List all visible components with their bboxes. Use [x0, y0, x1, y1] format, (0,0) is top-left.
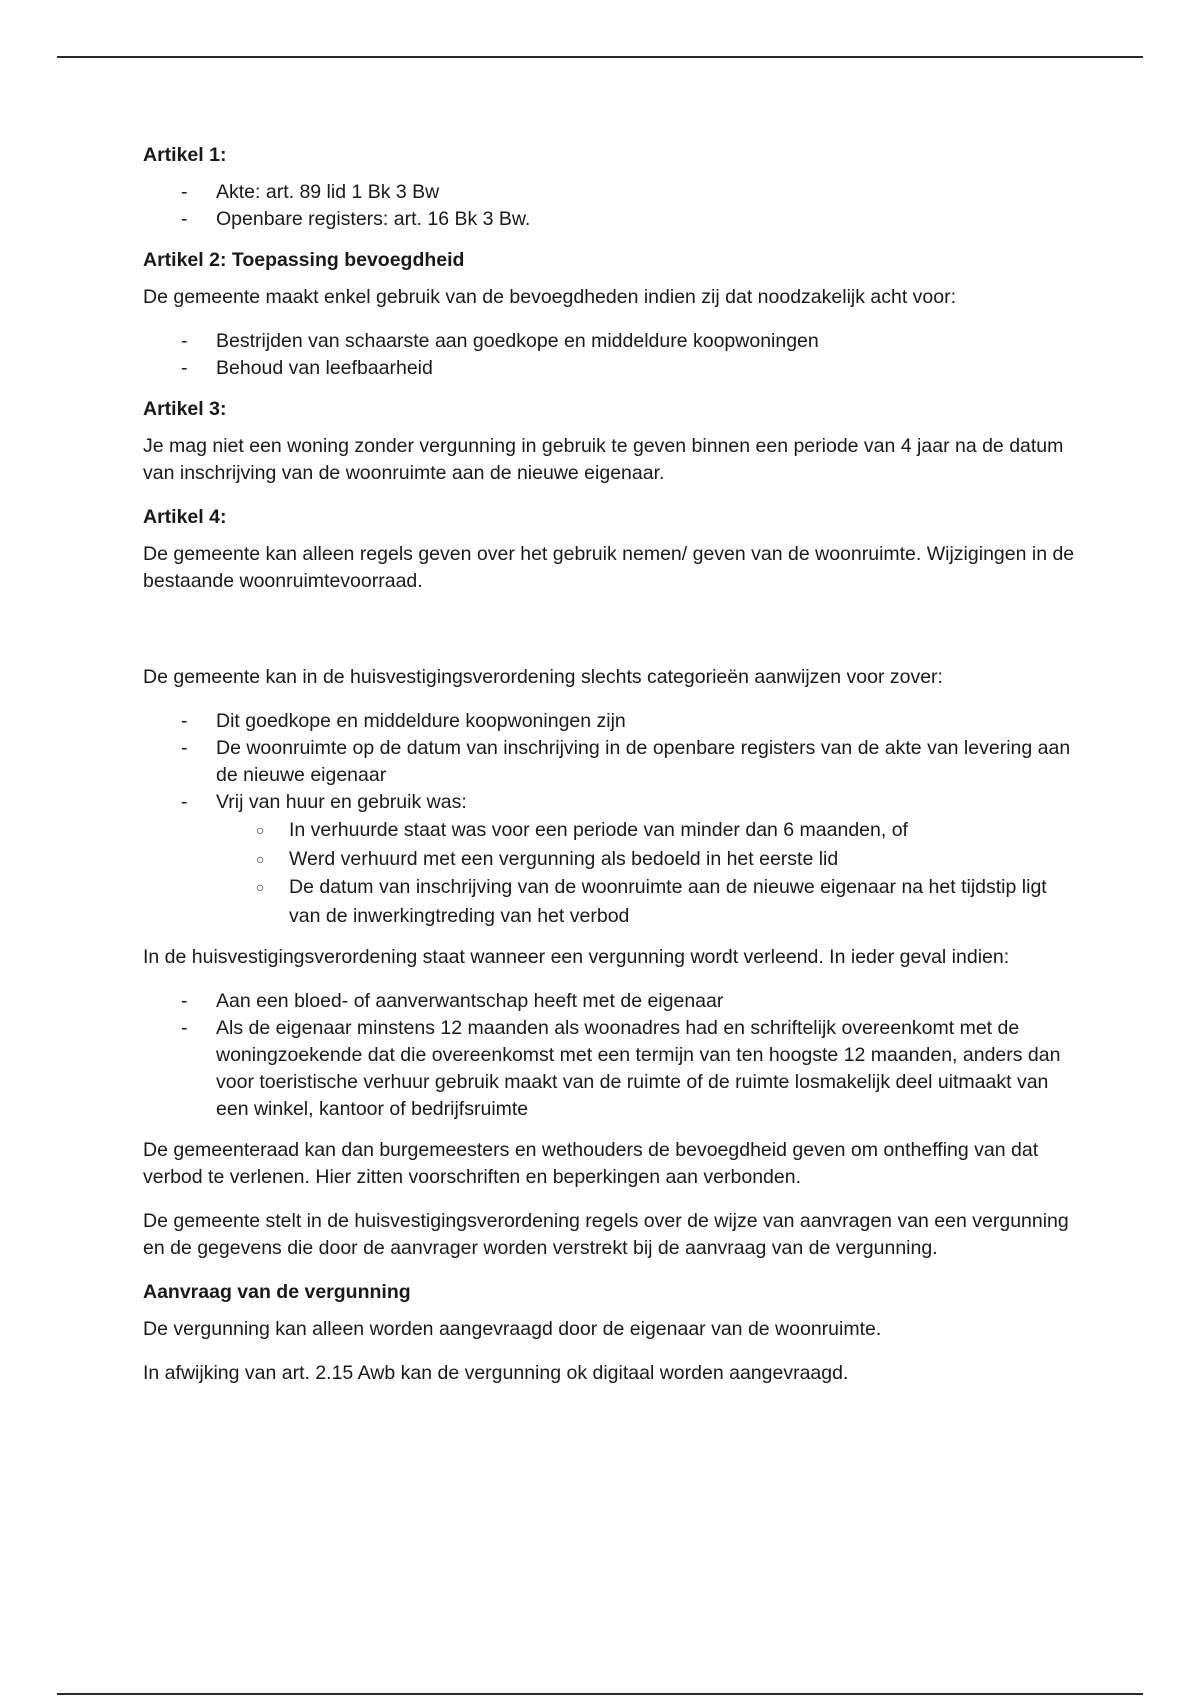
paragraph: De gemeente kan alleen regels geven over het gebruik nemen/ geven van de woonruimte. Wijzigingen in de bestaande woonruimtevoorraad.: [143, 543, 1075, 592]
paragraph: In de huisvestigingsverordening staat wanneer een vergunning wordt verleend. In ieder geval indien:: [143, 946, 1010, 968]
paragraph: In afwijking van art. 2.15 Awb kan de vergunning ok digitaal worden aangevraagd.: [143, 1362, 849, 1384]
sub-list-item: [216, 873, 1083, 930]
sub-list-item-text: De datum van inschrijving van de woonruimte aan de nieuwe eigenaar na het tijdstip ligt van de inwerkingtreding van het verbod: [289, 876, 1047, 927]
section-heading: Artikel 3:: [143, 398, 227, 420]
bottom-rule: [57, 1693, 1143, 1695]
dash-bullet-icon: -: [181, 208, 188, 230]
bullet-list: [143, 988, 1083, 1123]
paragraph: De gemeenteraad kan dan burgemeesters en wethouders de bevoegdheid geven om ontheffing van dat verbod te verlenen. Hier zitten voorschriften en beperkingen aan verbonden.: [143, 1139, 1039, 1188]
list-item-text: Akte: art. 89 lid 1 Bk 3 Bw: [216, 181, 440, 203]
bullet-list: [143, 708, 1083, 930]
paragraph: De gemeente kan in de huisvestigingsverordening slechts categorieën aanwijzen voor zover:: [143, 666, 943, 688]
list-item: [143, 355, 1083, 382]
top-rule: [57, 56, 1143, 58]
list-item: [143, 328, 1083, 355]
section-heading: Artikel 2: Toepassing bevoegdheid: [143, 249, 465, 271]
sub-list-item: [216, 845, 1083, 874]
dash-bullet-icon: -: [181, 330, 188, 352]
paragraph: De vergunning kan alleen worden aangevraagd door de eigenaar van de woonruimte.: [143, 1318, 882, 1340]
section-heading: Aanvraag van de vergunning: [143, 1281, 411, 1303]
list-item: [143, 179, 1083, 206]
bullet-list: [143, 179, 1083, 233]
dash-bullet-icon: -: [181, 710, 188, 732]
list-item-text: De woonruimte op de datum van inschrijving in de openbare registers van de akte van levering aan de nieuwe eigenaar: [216, 737, 1071, 786]
document-page: [143, 142, 1083, 1404]
list-item: [143, 988, 1083, 1015]
dash-bullet-icon: -: [181, 181, 188, 203]
sub-list-item-text: Werd verhuurd met een vergunning als bedoeld in het eerste lid: [289, 847, 839, 870]
list-item-text: Behoud van leefbaarheid: [216, 357, 433, 379]
list-item: [143, 1015, 1083, 1123]
circle-bullet-icon: ○: [256, 879, 265, 895]
list-item-text: Bestrijden van schaarste aan goedkope en middeldure koopwoningen: [216, 330, 819, 352]
list-item-text: Als de eigenaar minstens 12 maanden als woonadres had en schriftelijk overeenkomt met de woningzoekende dat die overeenkomst met een termijn van ten hoogste 12 maanden, anders dan voor toeristische verhuur gebruik maakt van de ruimte of de ruimte losmakelijk deel uitmaakt van een winkel, kantoor of bedrijfsruimte: [216, 1017, 1061, 1120]
circle-bullet-icon: ○: [256, 850, 265, 867]
list-item: [143, 789, 1083, 930]
circle-bullet-icon: ○: [256, 822, 265, 838]
section-heading: Artikel 4:: [143, 506, 227, 528]
dash-bullet-icon: -: [181, 1017, 188, 1039]
list-item-text: Openbare registers: art. 16 Bk 3 Bw.: [216, 208, 531, 230]
spacer: [143, 612, 1083, 664]
list-item-text: Dit goedkope en middeldure koopwoningen zijn: [216, 710, 626, 732]
dash-bullet-icon: -: [181, 990, 188, 1012]
dash-bullet-icon: -: [181, 737, 188, 759]
list-item-text: Aan een bloed- of aanverwantschap heeft met de eigenaar: [216, 990, 724, 1012]
paragraph: Je mag niet een woning zonder vergunning in gebruik te geven binnen een periode van 4 jaar na de datum van inschrijving van de woonruimte aan de nieuwe eigenaar.: [143, 435, 1064, 484]
list-item: [143, 735, 1083, 789]
bullet-list: [143, 328, 1083, 382]
sub-list: [216, 816, 1083, 930]
list-item-text: Vrij van huur en gebruik was:: [216, 791, 467, 813]
list-item: [143, 206, 1083, 233]
dash-bullet-icon: -: [181, 357, 188, 379]
paragraph: De gemeente stelt in de huisvestigingsverordening regels over de wijze van aanvragen van een vergunning en de gegevens die door de aanvrager worden verstrekt bij de aanvraag van de vergunning.: [143, 1210, 1069, 1259]
sub-list-item-text: In verhuurde staat was voor een periode van minder dan 6 maanden, of: [289, 819, 908, 841]
list-item: [143, 708, 1083, 735]
section-heading: Artikel 1:: [143, 144, 227, 166]
dash-bullet-icon: -: [181, 791, 188, 813]
sub-list-item: [216, 816, 1083, 845]
paragraph: De gemeente maakt enkel gebruik van de bevoegdheden indien zij dat noodzakelijk acht voor:: [143, 286, 957, 308]
